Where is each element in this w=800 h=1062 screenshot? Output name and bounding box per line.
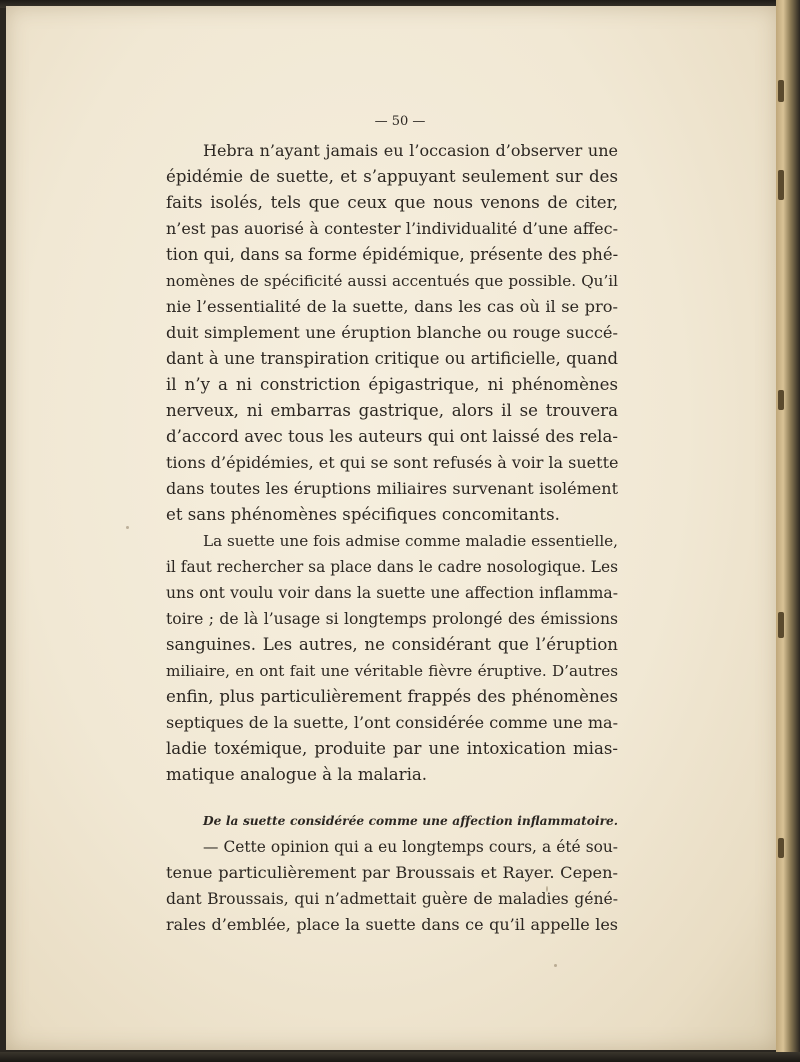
text-line: et sans phénomènes spécifiques concomitants. xyxy=(166,505,560,524)
text-line: duit simplement une éruption blanche ou rouge succé- xyxy=(166,323,618,342)
text-line: toire ; de là l’usage si longtemps prolongé des émissions xyxy=(166,610,618,628)
text-line: nie l’essentialité de la suette, dans les cas où il se pro- xyxy=(166,297,618,316)
text-line: tions d’épidémies, et qui se sont refusés à voir la suette xyxy=(166,453,619,472)
edge-mark xyxy=(778,612,784,638)
text-line: épidémie de suette, et s’appuyant seulement sur des xyxy=(166,167,618,186)
text-line: nomènes de spécificité aussi accentués que possible. Qu’il xyxy=(166,272,618,290)
text-line: il n’y a ni constriction épigastrique, ni phénomènes xyxy=(166,375,618,394)
book-spine-edge xyxy=(776,0,800,1062)
section-heading: De la suette considérée comme une affection inflammatoire. xyxy=(203,814,618,828)
text-line: faits isolés, tels que ceux que nous venons de citer, xyxy=(166,193,618,212)
text-line: Hebra n’ayant jamais eu l’occasion d’observer une xyxy=(203,141,618,160)
edge-mark xyxy=(778,170,784,200)
paper-speck xyxy=(554,964,557,967)
text-line: ladie toxémique, produite par une intoxication mias- xyxy=(166,739,618,758)
text-line: nerveux, ni embarras gastrique, alors il se trouvera xyxy=(166,401,618,420)
edge-mark xyxy=(778,838,784,858)
edge-mark xyxy=(778,390,784,410)
text-line: septiques de la suette, l’ont considérée comme une ma- xyxy=(166,713,618,732)
text-line: uns ont voulu voir dans la suette une affection inflamma- xyxy=(166,584,618,602)
text-line: sanguines. Les autres, ne considérant que l’éruption xyxy=(166,635,618,654)
text-line: dant Broussais, qui n’admettait guère de maladies géné- xyxy=(166,890,618,908)
text-line: La suette une fois admise comme maladie essentielle, xyxy=(203,532,618,550)
text-line: miliaire, en ont fait une véritable fièvre éruptive. D’autres xyxy=(166,662,618,680)
text-line: enfin, plus particulièrement frappés des phénomènes xyxy=(166,687,618,706)
text-line: tenue particulièrement par Broussais et Rayer. Cepen- xyxy=(166,863,618,882)
paper-speck xyxy=(126,526,129,529)
text-line: tion qui, dans sa forme épidémique, présente des phé- xyxy=(166,245,619,264)
text-line: — Cette opinion qui a eu longtemps cours, a été sou- xyxy=(203,838,618,856)
text-line: dans toutes les éruptions miliaires survenant isolément xyxy=(166,479,618,498)
page-number: — 50 — xyxy=(374,114,426,129)
text-line: n’est pas auorisé à contester l’individualité d’une affec- xyxy=(166,219,618,238)
text-line: rales d’emblée, place la suette dans ce qu’il appelle les xyxy=(166,915,618,934)
text-line: dant à une transpiration critique ou artificielle, quand xyxy=(166,349,618,368)
edge-mark xyxy=(778,80,784,102)
text-line: il faut rechercher sa place dans le cadre nosologique. Les xyxy=(166,558,618,576)
scan-bottom-border xyxy=(0,1052,800,1062)
text-line: matique analogue à la malaria. xyxy=(166,765,428,784)
text-line: d’accord avec tous les auteurs qui ont laissé des rela- xyxy=(166,427,618,446)
